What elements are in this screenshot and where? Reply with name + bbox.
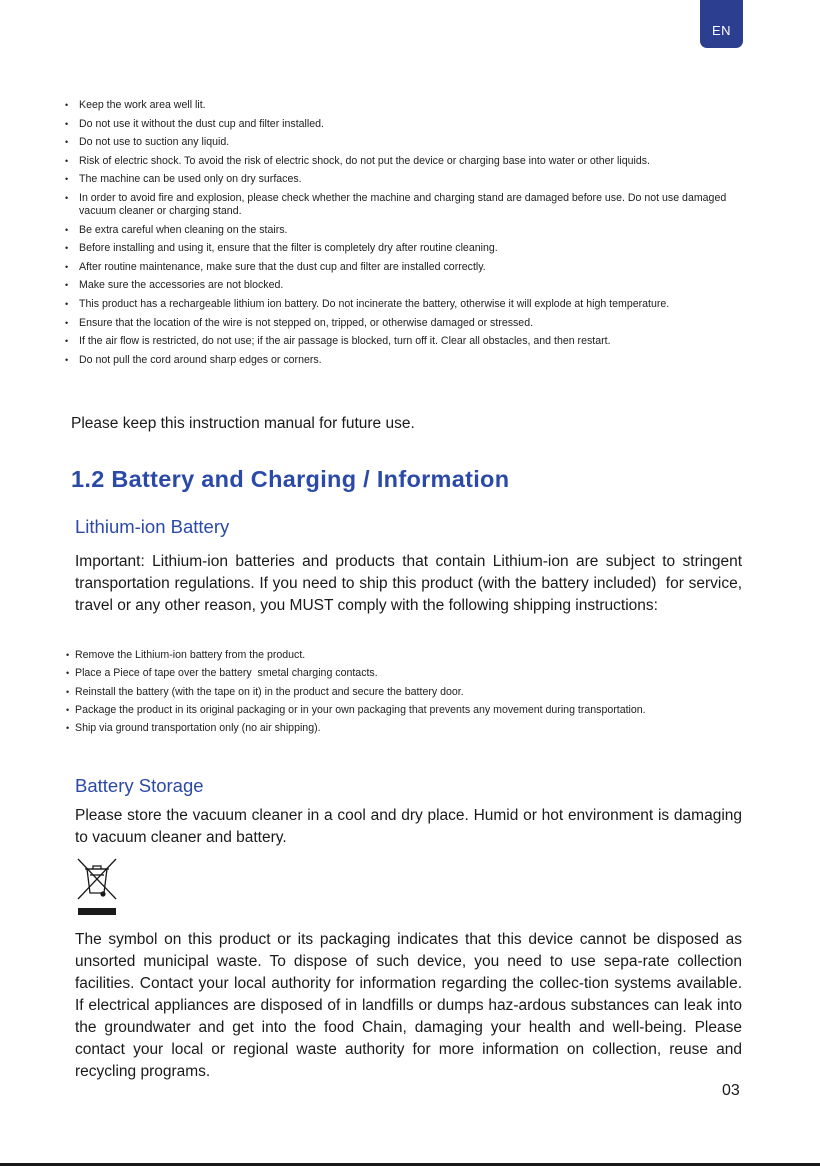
list-item: • Remove the Lithium-ion battery from the product. — [66, 648, 726, 662]
language-badge: EN — [700, 0, 743, 48]
weee-disposal-paragraph: The symbol on this product or its packaging indicates that this device cannot be disposed as unsorted municipal waste. To dispose of such device, you need to use sepa-rate collection facilities. Contact your local authority for information regarding the collec-tion systems available. If electrical appliances are disposed of in landfills or dumps haz-ardous substances can leak into the groundwater and get into the food Chain, damaging your health and well-being. Please contact your local or regional waste authority for more information on collection, reuse and recycling programs. — [75, 931, 742, 1080]
list-item: • Do not use to suction any liquid. — [63, 136, 753, 149]
shipping-instructions-list — [66, 648, 726, 739]
list-item: • Be extra careful when cleaning on the stairs. — [63, 224, 753, 237]
list-item: • Reinstall the battery (with the tape on it) in the product and secure the battery door. — [66, 685, 726, 699]
list-item: • Make sure the accessories are not blocked. — [63, 279, 753, 292]
list-item: • Keep the work area well lit. — [63, 99, 753, 112]
list-item: • The machine can be used only on dry surfaces. — [63, 173, 753, 186]
important-paragraph: Important: Lithium-ion batteries and products that contain Lithium-ion are subject to stringent transportation regulations. If you need to ship this product (with the battery included) for service, travel or any other reason, you MUST comply with the following shipping instructions: — [75, 553, 742, 614]
list-item: • Before installing and using it, ensure that the filter is completely dry after routine cleaning. — [63, 242, 753, 255]
storage-paragraph: Please store the vacuum cleaner in a cool and dry place. Humid or hot environment is damaging to vacuum cleaner and battery. — [75, 807, 742, 846]
list-item: • Place a Piece of tape over the battery smetal charging contacts. — [66, 666, 726, 680]
list-item: • If the air flow is restricted, do not use; if the air passage is blocked, turn off it. Clear all obstacles, and then restart. — [63, 335, 753, 348]
list-item: • Ship via ground transportation only (no air shipping). — [66, 721, 726, 735]
list-item: • This product has a rechargeable lithium ion battery. Do not incinerate the battery, otherwise it will explode at high temperature. — [63, 298, 753, 311]
list-item: • Do not pull the cord around sharp edges or corners. — [63, 354, 753, 367]
safety-instructions-list — [63, 99, 753, 372]
list-item: • Ensure that the location of the wire is not stepped on, tripped, or otherwise damaged or stressed. — [63, 317, 753, 330]
section-title: 1.2 Battery and Charging / Information — [71, 466, 510, 492]
list-item: • After routine maintenance, make sure that the dust cup and filter are installed correctly. — [63, 261, 753, 274]
lithium-battery-heading: Lithium-ion Battery — [75, 516, 230, 537]
list-item: • Risk of electric shock. To avoid the risk of electric shock, do not put the device or charging base into water or other liquids. — [63, 155, 753, 168]
page-number: 03 — [722, 1082, 740, 1099]
list-item: • In order to avoid fire and explosion, please check whether the machine and charging stand are damaged before use. Do not use damaged vacuum cleaner or charging stand. — [63, 192, 753, 218]
crossed-out-wheelie-bin-icon — [76, 857, 118, 917]
battery-storage-heading: Battery Storage — [75, 775, 204, 796]
list-item: • Package the product in its original packaging or in your own packaging that prevents any movement during transportation. — [66, 703, 726, 717]
keep-manual-note: Please keep this instruction manual for future use. — [71, 415, 415, 432]
list-item: • Do not use it without the dust cup and filter installed. — [63, 118, 753, 131]
